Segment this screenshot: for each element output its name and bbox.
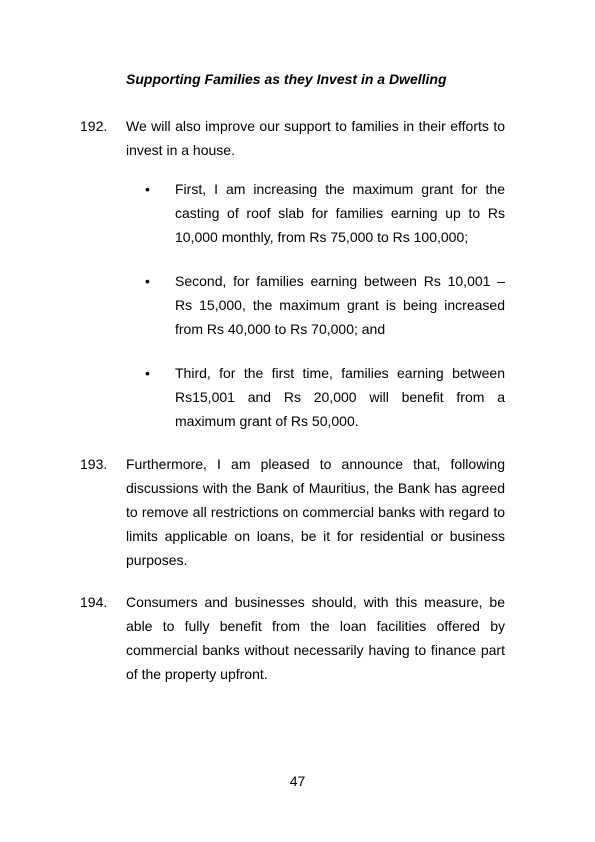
section-heading: Supporting Families as they Invest in a Dwelling [126, 71, 447, 87]
paragraph-number: 193. [80, 456, 108, 472]
paragraph-192 [80, 114, 505, 162]
bullet-item-first [145, 177, 505, 249]
bullet-item-third [145, 361, 505, 433]
paragraph-text: We will also improve our support to families in their efforts to invest in a house. [126, 118, 505, 158]
paragraph-193 [80, 452, 505, 572]
page-number: 47 [289, 773, 306, 789]
bullet-item-second [145, 269, 505, 341]
paragraph-number: 194. [80, 594, 108, 610]
paragraph-text: Consumers and businesses should, with this measure, be able to fully benefit from the loan facilities offered by commercial banks without necessarily having to finance part of the property upfront. [126, 594, 505, 682]
bullet-text: Third, for the first time, families earning between Rs15,001 and Rs 20,000 will benefit from a maximum grant of Rs 50,000. [175, 365, 505, 429]
bullet-icon: • [145, 365, 150, 381]
paragraph-194 [80, 590, 505, 686]
bullet-icon: • [145, 181, 150, 197]
paragraph-text: Furthermore, I am pleased to announce that, following discussions with the Bank of Mauritius, the Bank has agreed to remove all restrictions on commercial banks with regard to limits applicable on loans, be it for residential or business purposes. [126, 456, 505, 568]
bullet-text: Second, for families earning between Rs 10,001 – Rs 15,000, the maximum grant is being increased from Rs 40,000 to Rs 70,000; and [175, 273, 505, 337]
bullet-text: First, I am increasing the maximum grant for the casting of roof slab for families earning up to Rs 10,000 monthly, from Rs 75,000 to Rs 100,000; [175, 181, 505, 245]
bullet-icon: • [145, 273, 150, 289]
paragraph-number: 192. [80, 118, 108, 134]
